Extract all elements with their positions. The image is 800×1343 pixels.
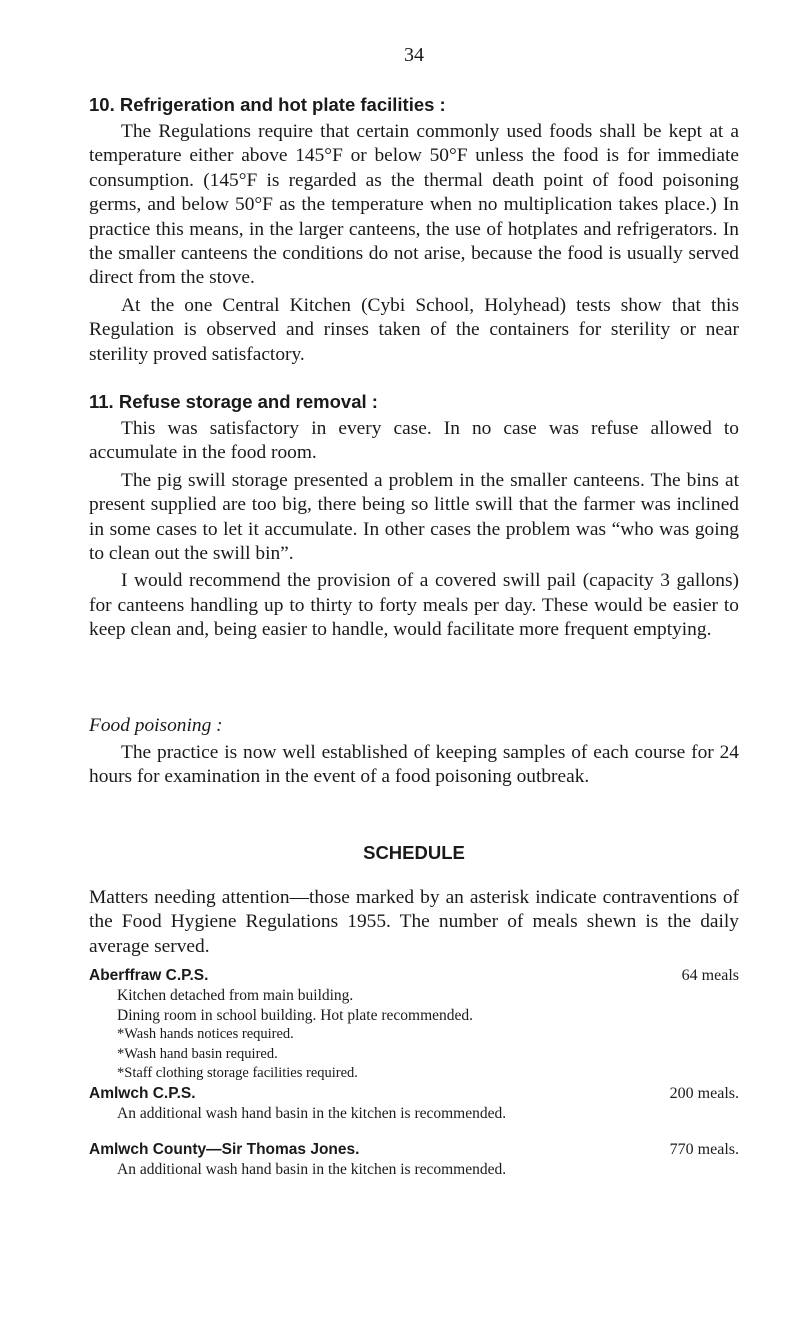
schedule-entry [89,1140,739,1180]
schedule-heading: SCHEDULE [363,842,465,863]
entry-meals: 770 meals. [669,1141,739,1158]
schedule-title [89,842,739,864]
section-heading: 10. Refrigeration and hot plate facilities : [89,94,446,115]
entry-name: Aberffraw C.P.S. [89,967,209,984]
paragraph: At the one Central Kitchen (Cybi School, Holyhead) tests show that this Regulation is observed and rinses taken of the containers for sterility or near sterility proved satisfactory. [89,294,739,365]
entry-line: *Staff clothing storage facilities required. [117,1065,358,1082]
paragraph: I would recommend the provision of a covered swill pail (capacity 3 gallons) for canteens handling up to thirty to forty meals per day. These would be easier to keep clean and, being easier to handle, would facilitate more frequent emptying. [89,570,739,641]
schedule-entry [89,1084,739,1124]
entry-meals: 64 meals [681,967,739,984]
entry-name: Amlwch C.P.S. [89,1085,196,1102]
entry-name: Amlwch County—Sir Thomas Jones. [89,1141,360,1158]
section-heading: Food poisoning : [89,715,223,736]
entry-line: Dining room in school building. Hot plate recommended. [117,1006,474,1024]
section-heading: 11. Refuse storage and removal : [89,391,378,412]
schedule-entry [89,966,739,1084]
entry-line: An additional wash hand basin in the kitchen is recommended. [117,1161,507,1178]
section-refrigeration [89,93,739,367]
entry-line: Kitchen detached from main building. [117,987,354,1004]
paragraph: The practice is now well established of keeping samples of each course for 24 hours for examination in the event of a food poisoning outbreak. [89,742,739,788]
paragraph: This was satisfactory in every case. In no case was refuse allowed to accumulate in the food room. [89,418,739,464]
section-refuse [89,390,739,643]
paragraph: Matters needing attention—those marked by an asterisk indicate contraventions of the Food Hygiene Regulations 1955. The number of meals shewn is the daily average served. [89,887,739,957]
paragraph: The Regulations require that certain commonly used foods shall be kept at a temperature either above 145°F or below 50°F unless the food is for immediate consumption. (145°F is regarded as the thermal death point of food poisoning germs, and below 50°F as the temperature when no multiplication takes place.) In practice this means, in the larger canteens, the use of hotplates and refrigerators. In the smaller canteens the conditions do not arise, because the food is usually served direct from the stove. [89,121,739,289]
entry-line: *Wash hand basin required. [117,1045,278,1062]
entry-meals: 200 meals. [669,1085,739,1102]
page-number: 34 [404,44,424,66]
section-food-poisoning [89,714,739,790]
paragraph: The pig swill storage presented a problem in the smaller canteens. The bins at present supplied are too big, there being so little swill that the farmer was inclined in some cases to let it accumulate. In other cases the problem was “who was going to clean out the swill bin”. [89,469,739,565]
entry-line: An additional wash hand basin in the kitchen is recommended. [117,1105,507,1122]
entry-line: *Wash hands notices required. [117,1026,294,1043]
schedule-intro [89,886,739,959]
